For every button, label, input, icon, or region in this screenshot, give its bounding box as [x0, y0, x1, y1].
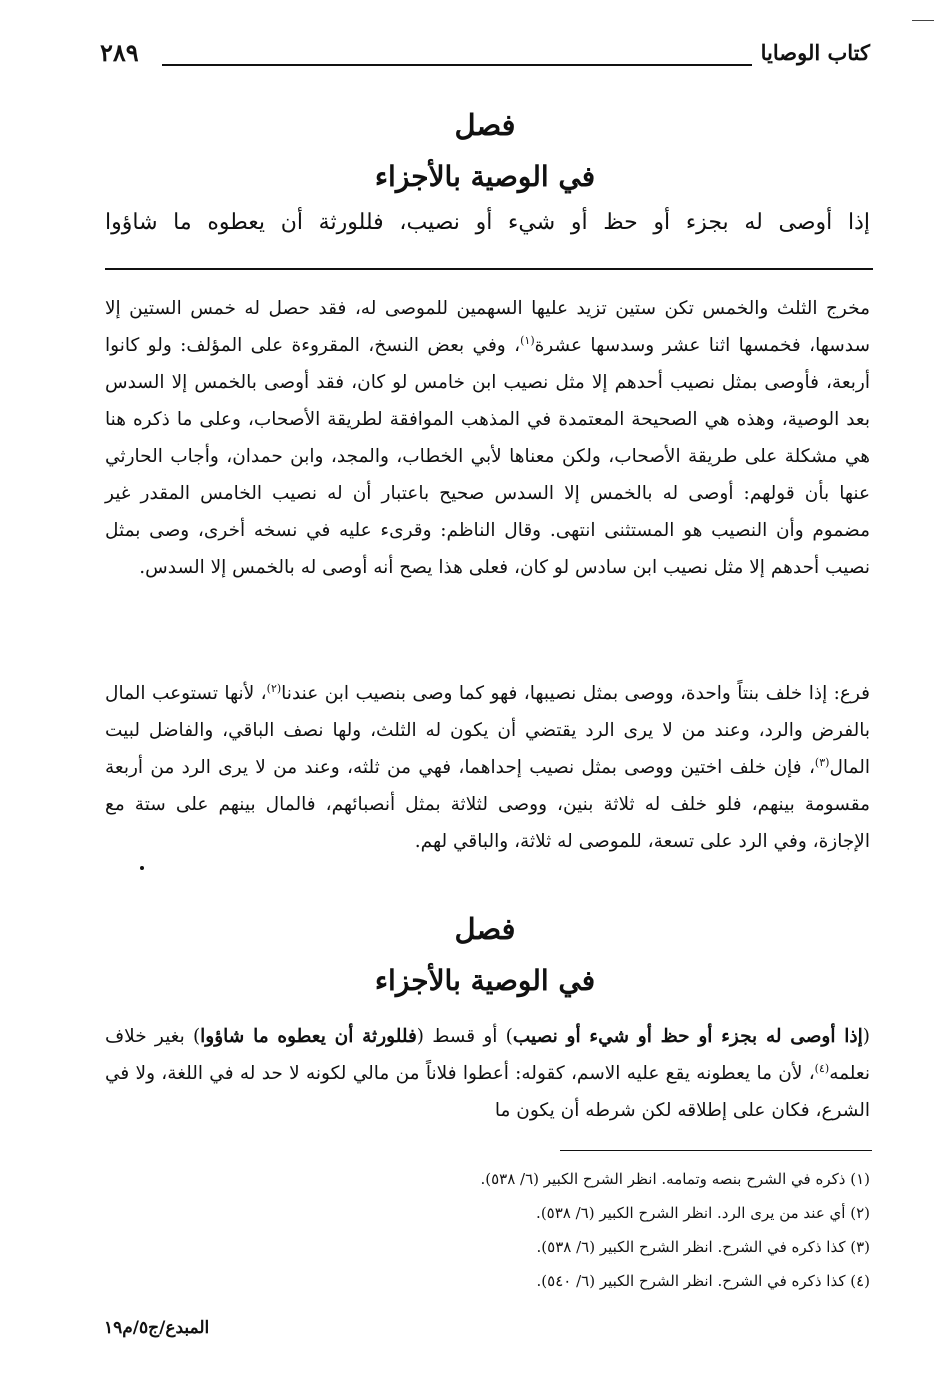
paragraph-text: مخرج الثلث والخمس تكن ستين تزيد عليها السهمين للموصى له، فقد حصل له خمس الستين إلا سدسها، فخمسها اثنا عشر وسدسها عشرة: [105, 298, 870, 356]
paren: ): [192, 1026, 201, 1047]
matn-quote-1: إذا أوصى له بجزء أو حظ أو شيء أو نصيب: [512, 1026, 863, 1047]
paragraph-text: فرع: إذا خلف بنتاً واحدة، ووصى بمثل نصيبها، فهو كما وصى بنصيب ابن عندنا: [281, 683, 871, 704]
footnote-2: (٢) أي عند من يرى الرد. انظر الشرح الكبير (٦/ ٥٣٨).: [536, 1204, 870, 1222]
running-header: [100, 38, 870, 72]
header-rule: [162, 64, 752, 66]
paragraph-text: ، لأنها تستوعب المال بالفرض والرد، وعند من لا يرى الرد يقتضي أن يكون له الثلث، ولها نصف الباقي، والفاضل لبيت المال: [105, 683, 870, 778]
corner-mark: [912, 20, 934, 21]
footnote-4: (٤) كذا ذكره في الشرح. انظر الشرح الكبير (٦/ ٥٤٠).: [536, 1272, 870, 1290]
paragraph-text: ، لأن ما يعطونه يقع عليه الاسم، كقوله: أعطوا فلاناً من مالي لكونه لا حد له في اللغة، ولا في الشرع، فكان على إطلاقه لكن شرطه أن يكون ما: [105, 1063, 870, 1121]
footnotes: [105, 1162, 870, 1298]
paragraph-text: بغير خلاف نعلمه: [105, 1026, 870, 1084]
paren: ): [505, 1026, 513, 1047]
matn-text-1: إذا أوصى له بجزء أو حظ أو شيء أو نصيب، فللورثة أن يعطوه ما شاؤوا: [105, 210, 870, 235]
matn-quote-2: فللورثة أن يعطوه ما شاؤوا: [200, 1026, 417, 1047]
paren: (: [862, 1026, 871, 1047]
book-title: كتاب الوصايا: [760, 40, 870, 65]
stray-dot: [140, 866, 144, 870]
section-heading-fasl-2: فصل: [454, 912, 516, 946]
commentary-paragraph-3: [105, 1018, 870, 1129]
paragraph-text: ، فإن خلف اختين ووصى بمثل نصيب إحداهما، فهي من ثلثه، وعند من لا يرى الرد من أربعة مقسومة بينهم، فلو خلف له ثلاثة بنين، ووصى لثلاثة بمثل أنصبائهم، فالمال بينهم على ستة مع الإجازة، وفي الرد على تسعة، للموصى له ثلاثة، والباقي لهم.: [105, 757, 870, 852]
footnote-ref-3: (٣): [814, 755, 830, 769]
signature-mark: المبدع/ج٥/م١٩: [104, 1318, 210, 1338]
paren: (: [416, 1026, 425, 1047]
commentary-paragraph-2: [105, 675, 870, 860]
footnote-3: (٣) كذا ذكره في الشرح. انظر الشرح الكبير (٦/ ٥٣٨).: [536, 1238, 870, 1256]
section-heading-fasl-1: فصل: [454, 108, 516, 142]
footnote-ref-1: (١): [520, 333, 535, 347]
footnote-1: (١) ذكره في الشرح بنصه وتمامه. انظر الشرح الكبير (٦/ ٥٣٨).: [480, 1170, 870, 1188]
footnote-ref-2: (٢): [266, 681, 282, 695]
section-subtitle-1: في الوصية بالأجزاء: [374, 160, 596, 193]
commentary-paragraph-1: [105, 290, 870, 586]
page-number: ٢٨٩: [100, 38, 139, 67]
matn-divider: [105, 268, 873, 270]
section-subtitle-2: في الوصية بالأجزاء: [374, 964, 596, 997]
footnote-ref-4: (٤): [814, 1061, 830, 1075]
paragraph-text: أو قسط: [424, 1026, 506, 1047]
footnote-divider: [560, 1150, 872, 1151]
paragraph-text: ، وفي بعض النسخ، المقروءة على المؤلف: ولو كانوا أربعة، فأوصى بمثل نصيب أحدهم إلا مثل نصيب ابن خامس لو كان، فقد أوصى بالخمس إلا السدس بعد الوصية، وهذه هي الصحيحة المعتمدة في المذهب الموافقة لطريقة الأصحاب، وعلى ما ذكره هنا هي مشكلة على طريقة الأصحاب، ولكن معناها لأبي الخطاب، والمجد، وابن حمدان، وأجاب الحارثي عنها بأن قولهم: أوصى له بالخمس إلا السدس صحيح باعتبار أن له نصيب الخامس المقدر غير مضموم وأن النصيب هو المستثنى انتهى. وقال الناظم: وقرىء عليه في نسخه أخرى، وصى بمثل نصيب أحدهم إلا مثل نصيب ابن سادس لو كان، فعلى هذا يصح أنه أوصى له بالخمس إلا السدس.: [105, 335, 870, 578]
